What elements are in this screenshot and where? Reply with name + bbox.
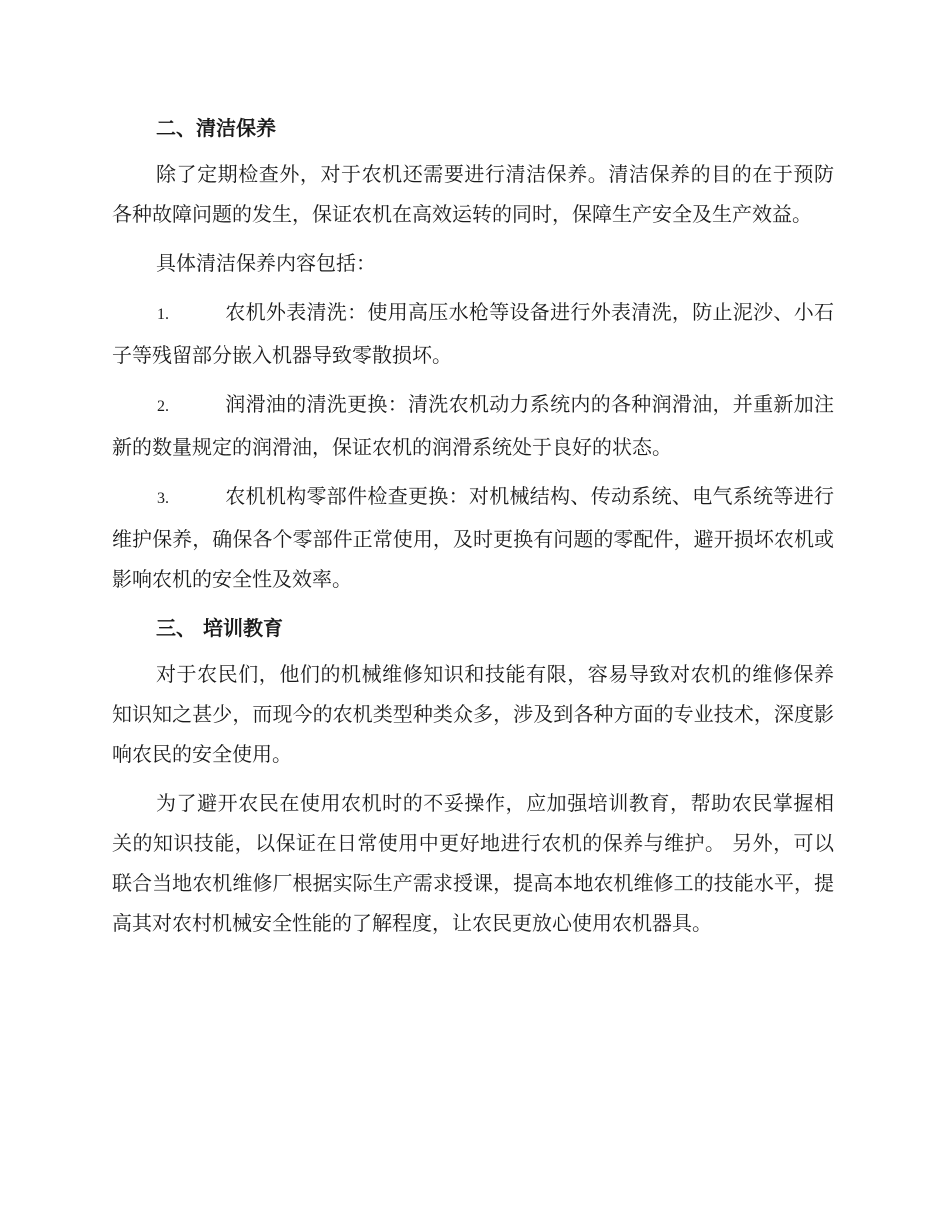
list-item-number: 2. [157,398,169,415]
list-item-number: 1. [157,306,169,323]
paragraph-cleaning-intro: 除了定期检查外，对于农机还需要进行清洁保养。清洁保养的目的在于预防各种故障问题的发生，保证农机在高效运转的同时，保障生产安全及生产效益。 [112,162,834,226]
list-item [112,384,834,467]
document-page [112,108,834,952]
paragraph-training-problem: 对于农民们，他们的机械维修知识和技能有限，容易导致对农机的维修保养知识知之甚少，而现今的农机类型种类众多，涉及到各种方面的专业技术，深度影响农民的安全使用。 [112,662,834,766]
list-item-text: 农机外表清洗：使用高压水枪等设备进行外表清洗，防止泥沙、小石子等残留部分嵌入机器导致零散损坏。 [112,300,834,367]
list-item-text: 润滑油的清洗更换：清洗农机动力系统内的各种润滑油，并重新加注新的数量规定的润滑油，保证农机的润滑系统处于良好的状态。 [112,392,834,459]
list-item-number: 3. [157,490,169,507]
list-item [112,292,834,375]
paragraph-training-solution: 为了避开农民在使用农机时的不妥操作，应加强培训教育，帮助农民掌握相关的知识技能，以保证在日常使用中更好地进行农机的保养与维护。 另外，可以联合当地农机维修厂根据实际生产需求授课，提高本地农机维修工的技能水平，提高其对农村机械安全性能的了解程度，让农民更放心使用农机器具。 [112,791,834,935]
list-item [112,476,834,599]
list-item-text: 农机机构零部件检查更换：对机械结构、传动系统、电气系统等进行维护保养，确保各个零部件正常使用，及时更换有问题的零配件，避开损坏农机或影响农机的安全性及效率。 [112,484,834,591]
section-heading-training: 三、 培训教育 [156,616,283,640]
paragraph-cleaning-contents: 具体清洁保养内容包括： [156,251,376,275]
section-heading-cleaning: 二、清洁保养 [156,116,276,140]
